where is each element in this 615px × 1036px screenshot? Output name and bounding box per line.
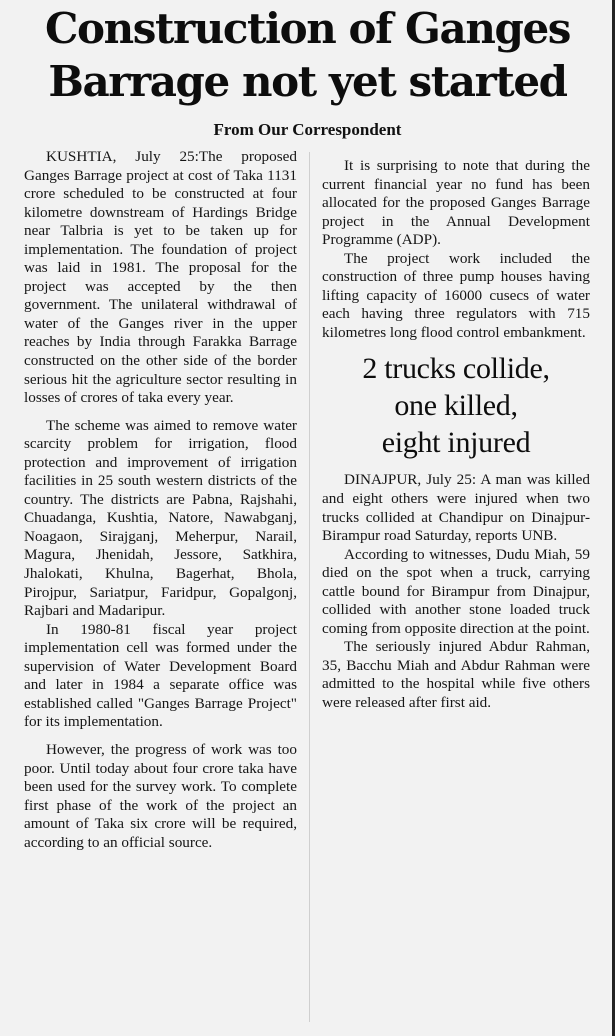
second-headline	[322, 350, 590, 461]
article-paragraph: According to witnesses, Dudu Miah, 59 died on the spot when a truck, carrying cattle bound for Birampur from Dinajpur, collided with another stone loaded truck coming from opposite direction at the point.	[322, 545, 590, 637]
article-paragraph: In 1980-81 fiscal year project implementation cell was formed under the supervision of Water Development Board and later in 1984 a separate office was established called "Ganges Barrage Project" for its implementation.	[24, 620, 297, 731]
second-headline-line-3: eight injured	[381, 426, 531, 460]
article-paragraph: The project work included the construction of three pump houses having lifting capacity of 16000 cusecs of water each having three regulators with 715 kilometres long flood control embankment.	[322, 249, 590, 341]
second-dateline: DINAJPUR, July 25:	[344, 471, 477, 489]
column-left	[24, 148, 297, 1028]
main-headline-line-2: Barrage not yet started	[48, 57, 567, 106]
article-paragraph: However, the progress of work was too poor. Until today about four crore taka have been used for the survey work. To complete first phase of the work of the project an amount of Taka six crore will be required, according to an official source.	[24, 740, 297, 851]
article-paragraph: The seriously injured Abdur Rahman, 35, Bacchu Miah and Abdur Rahman were admitted to the hospital while five others were released after first aid.	[322, 638, 590, 712]
article-paragraph	[24, 148, 297, 408]
article-paragraph	[322, 471, 590, 545]
byline: From Our Correspondent	[213, 120, 402, 139]
main-headline-line-1: Construction of Ganges	[44, 4, 571, 53]
column-divider	[309, 152, 310, 1022]
paragraph-text: The proposed Ganges Barrage project at cost of Taka 1131 crore scheduled to be constructed at four kilometre downstream of Hardings Bridge near Talbria is yet to be taken up for implementation. The foundation of project was laid in 1981. The proposal for the project was accepted by the then government. The unilateral withdrawal of water of the Ganges river in the upper reaches by India through Farakka Barrage constructed on the other side of the border serious hit the agriculture sector resulting in losses of crores of taka every year.	[24, 148, 297, 407]
second-headline-line-1: 2 trucks collide,	[362, 352, 550, 386]
paragraph-text: A man was killed and eight others were injured when two trucks collided at Chandipur on Dinajpur- Birampur road Saturday, reports UNB.	[322, 471, 590, 545]
dateline: KUSHTIA, July 25:	[46, 148, 199, 165]
article-paragraph: It is surprising to note that during the current financial year no fund has been allocated for the proposed Ganges Barrage project in the Annual Development Programme (ADP).	[322, 157, 590, 249]
article-paragraph: The scheme was aimed to remove water scarcity problem for irrigation, flood protection and improvement of irrigation facilities in 25 south western districts of the country. The districts are Pabna, Rajshahi, Chuadanga, Kushtia, Natore, Nawabganj, Noagaon, Sirajganj, Meherpur, Narail, Magura, Jhenidah, Jessore, Satkhira, Jhalokati, Khulna, Bagerhat, Bhola, Pirojpur, Sariatpur, Faridpur, Gopalgonj, Rajbari and Madaripur.	[24, 416, 297, 620]
second-headline-line-2: one killed,	[394, 389, 518, 423]
main-headline	[10, 2, 605, 108]
column-right	[322, 148, 590, 1028]
